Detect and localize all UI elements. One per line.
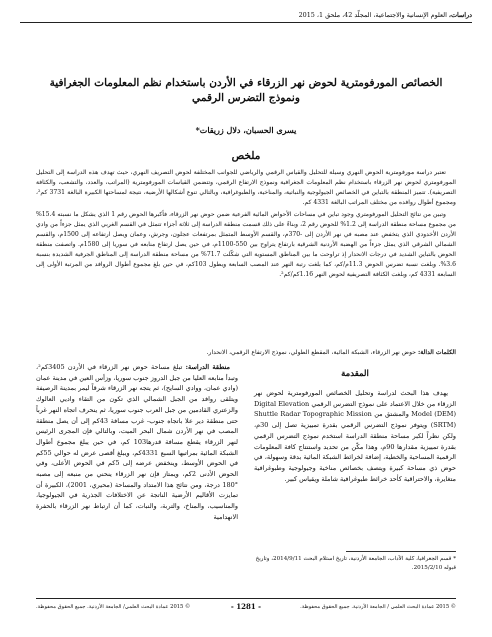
copyright-notice-right: © 2015 عمادة البحث العلمي / الجامعة الأردنية. جميع الحقوق محفوظة.	[300, 604, 456, 610]
copyright-notice-left: © 2015 عمادة البحث العلمي/ الجامعة الأردنية. جميع الحقوق محفوظة.	[36, 604, 191, 610]
column-right	[254, 362, 456, 484]
journal-name: دراسات،	[448, 11, 472, 19]
paper-title-line-1: الخصائص المورفومترية لحوض نهر الزرقاء في الأردن باستخدام نظم المعلومات الجغرافية	[49, 77, 443, 89]
journal-volume-info: العلوم الإنسانية والاجتماعية، المجلّد 42، ملحق 1، 2015	[298, 11, 447, 19]
study-area-text: تبلغ مساحة حوض نهر الزرقاء في الأردن 3405كم²، وتبدأ منابعه العليا من جبل الدروز جنوب سوريا، وزأس العين في مدينة عمان (وادي عمان، ووادي السايح)، ثم يتجه نهر الزرقاء شرقاً ليمر بمدينة الرصيفة ويتلقى روافد من الجبل الشمالي الذي تكون من التقاء واديي العالوك والزعتري القادمين من جبل العرب جنوب سوريا، ثم ينحرف اتجاه النهر غرباً حتى منطقة دير علا باتجاه جنوب- غرب مسافة 43كم إلى أن يصل منطقة المصب في نهر الأردن شمال البحر الميت، وبالتالي فإن المجرى الرئيس لنهر الزرقاء يقطع مسافة قدرها103 كم، في حين يبلغ مجموع أطوال الشبكة المائية بمراتبها السبع 4331كم، ويبلغ أقصى عرض له حوالي 55كم في الحوض الأوسط، وينخفض عرضه إلى 5كم في الحوض الأعلى، وفي الحوض الأدنى 2كم، ويمتاز فإن نهر الزرقاء ينحني من منبعه إلى مصبه °180 درجة، ومن نتائج هذا الامتداد والمساحة (محيري، 2001)، الكبيرة أن تمايزت الأقاليم الأرضية الناتجة عن الاختلافات الجذرية في الجيولوجيا، والمناسيب، والمناخ، والتربة، والنبات، كما أن ارتباط نهر الزرقاء بالحفرة الانهدامية	[36, 363, 239, 521]
footnote-divider	[346, 551, 456, 552]
abstract	[36, 168, 456, 282]
keywords	[36, 348, 456, 358]
study-area-heading: منطقة الدراسة:	[185, 363, 230, 371]
column-left	[36, 362, 238, 523]
abstract-paragraph-1: تعتبر دراسة مورفومترية الحوض النهري وسيلة للتحليل والقياس الرقمي والرياضي للجوانب المختلفة لحوض التصريف النهري، حيث تهدف هذه الدراسة إلى التحليل المورفومتري لحوض نهر الزرقاء باستخدام نظم المعلومات الجغرافية ونموذج الارتفاع الرقمي، وتتضمن القياسات المورفومترية (المراتب، والعدد، والتشعب، والكثافة التصريفية). تتميز المنطقة بالتباين في الخصائص الجيولوجية والنباتية، والمناخية، والطبوغرافية، وبالتالي تنوع أشكالها الأرضية، نتيجة لمساحتها الكبيرة البالغة 3731 كم²، ومجموع أطوال روافده من مختلف المراتب البالغة 4331 كم.	[36, 169, 456, 206]
paper-title-line-2: ونموذج التضرس الرقمي	[192, 92, 300, 104]
introduction-heading: المقدمة	[341, 369, 369, 379]
footnote: * قسم الجغرافيا، كلية الآداب، الجامعة الأردنية، تاريخ استلام البحث 2014/9/11، وتاريخ قبوله 2015/2/10.	[255, 556, 456, 571]
abstract-heading: ملخص	[231, 150, 261, 162]
introduction-paragraph: يهدف هذا البحث لدراسة وتحليل الخصائص المورفومترية لحوض نهر الزرقاء من خلال الاعتماد على نموذج التضرس الرقمي Digital Elevation Model (DEM) والمشتق من Shuttle Radar Topographic Mission (SRTM) ويتوفر نموذج التضرس الرقمي بقدرة تمييزية تصل إلى 30م، ولكن نظراً لكبر مساحة منطقة الدراسة استخدم نموذج التضرس الرقمي بقدرة تمييزية مقدارها 90م، وهذا مكّن من تحديد واستنتاج كافة المعلومات الرقمية المساحية والخطية، إضافة لخرائط الشبكة المائية بدقة وسهولة، في حوض ذي مساحة كبيرة ويتصف بخصائص مناخية وجيولوجية وطبوغرافية متغايرة، والاحتراقية كأحد خرائط طبوغرافية شاملة ويقياس كبير.	[254, 389, 457, 483]
page-number: - 1281 -	[230, 602, 262, 611]
keywords-text: حوض نهر الزرقاء، الشبكة المائية، المقطع الطولي، نموذج الارتفاع الرقمي، الانحدار.	[206, 349, 417, 356]
running-header	[20, 8, 472, 23]
study-area-paragraph	[36, 362, 238, 523]
authors: يسرى الحسبان، دلال زريقات*	[195, 125, 297, 135]
abstract-paragraph-2: وتبين من نتائج التحليل المورفومتري وجود تباين في مساحات الأحواض المائية الفرعية ضمن حوض نهر الزرقاء، فأكبرها الحوض رقم 1 الذي يشكل ما نسبته 15.4% من مجموع مساحة منطقة الدراسة إلى 1.2% للحوض رقم 2، وبناءً على ذلك قسمت منطقة الدراسة إلى ثلاثة أجزاء تتمثل في القسم الغربي الذي يمثل جزءاً من وادي الأردن الأخدودي الذي يتخفض عند مصبه في نهر الأردن إلى -370م، والقسم الأوسط المتمثل بمرتفعات عجلون، وجرش، وعمان ويصل ارتفاعه إلى 1500م، والقسم الشمالي الشرقي الذي يمثل جزءاً من الهضبة الأردنية الشرقية بارتفاع يتراوح بين 550-1100م، في حين يصل ارتفاع منابعه في سوريا إلى 1580م. واتصفت منطقة الحوض بالتباين الشديد في درجات الانحدار إذ تراوحت ما بين المناطق المستوية التي شكّلت 71.7% من مساحة منطقة الدراسة إلى المناطق الجرفية الشديدة بنسبة 3.6%. وبلغت نسبة تضرس الحوض 11.3م/كم، كما بلغت رتبة النهر عند المصب السابعة ويطول 103كم، في حين بلغ مجموع أطوال الروافد من المرتبة الأولى إلى السابعة 4331 كم، وبلغت الكثافة التصريفية لحوض النهر 1.16كم/كم².	[36, 211, 456, 278]
keywords-label: الكلمات الدالة:	[418, 349, 456, 356]
page-footer	[36, 598, 456, 615]
paper-title	[36, 76, 456, 106]
